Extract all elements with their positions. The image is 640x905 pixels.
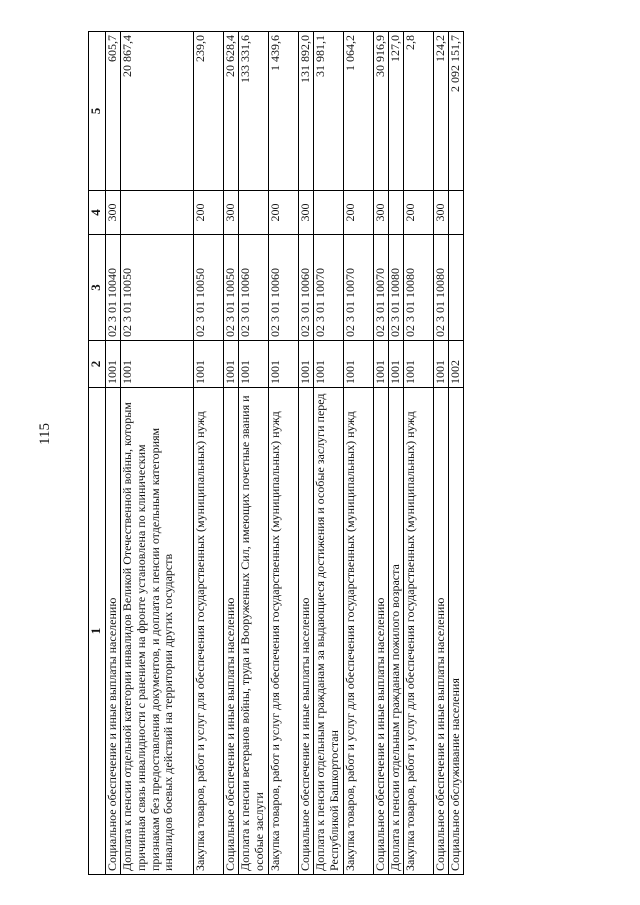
row-target-article: 02 3 01 10060 (239, 235, 269, 341)
row-section: 1001 (434, 341, 449, 388)
row-target-article: 02 3 01 10050 (224, 235, 239, 341)
row-target-article (449, 235, 464, 341)
row-name: Социальное обеспечение и иные выплаты населению (106, 388, 121, 875)
table-row (389, 32, 404, 875)
row-expense-type: 300 (224, 191, 239, 235)
row-target-article: 02 3 01 10060 (269, 235, 299, 341)
table-row (121, 32, 194, 875)
row-expense-type: 200 (269, 191, 299, 235)
row-name: Социальное обеспечение и иные выплаты населению (374, 388, 389, 875)
row-amount: 31 981,1 (314, 32, 344, 191)
row-name: Социальное обеспечение и иные выплаты населению (434, 388, 449, 875)
table-header-row (89, 32, 106, 875)
column-header-amount: 5 (89, 32, 106, 191)
row-name: Закупка товаров, работ и услуг для обеспечения государственных (муниципальных) нужд (194, 388, 224, 875)
table-row (434, 32, 449, 875)
row-expense-type: 200 (344, 191, 374, 235)
row-expense-type: 200 (194, 191, 224, 235)
table-row (404, 32, 434, 875)
row-name: Доплата к пенсии отдельным гражданам пожилого возраста (389, 388, 404, 875)
column-header-name: 1 (89, 388, 106, 875)
row-amount: 20 628,4 (224, 32, 239, 191)
column-header-section: 2 (89, 341, 106, 388)
row-amount: 127,0 (389, 32, 404, 191)
table-row (194, 32, 224, 875)
row-name: Социальное обеспечение и иные выплаты населению (224, 388, 239, 875)
row-amount: 239,0 (194, 32, 224, 191)
row-target-article: 02 3 01 10080 (434, 235, 449, 341)
row-expense-type (389, 191, 404, 235)
table-row (314, 32, 344, 875)
row-target-article: 02 3 01 10080 (404, 235, 434, 341)
row-target-article: 02 3 01 10080 (389, 235, 404, 341)
row-name: Закупка товаров, работ и услуг для обеспечения государственных (муниципальных) нужд (404, 388, 434, 875)
row-expense-type: 300 (434, 191, 449, 235)
row-amount: 1 064,2 (344, 32, 374, 191)
row-target-article: 02 3 01 10050 (194, 235, 224, 341)
row-expense-type: 300 (299, 191, 314, 235)
row-expense-type: 200 (404, 191, 434, 235)
row-expense-type (314, 191, 344, 235)
row-name: Доплата к пенсии отдельной категории инвалидов Великой Отечественной войны, которым причинная связь инвалидности с ранением на фронте установлена по клиническим признакам без предоставления документов, и доплата к пенсии отдельным категориям инвалидов боевых действий на территории других государств (121, 388, 194, 875)
row-target-article: 02 3 01 10070 (314, 235, 344, 341)
row-target-article: 02 3 01 10070 (344, 235, 374, 341)
row-amount: 133 331,6 (239, 32, 269, 191)
table-row (374, 32, 389, 875)
table-row (239, 32, 269, 875)
row-section: 1001 (344, 341, 374, 388)
row-section: 1001 (269, 341, 299, 388)
row-amount: 131 892,0 (299, 32, 314, 191)
row-amount: 20 867,4 (121, 32, 194, 191)
row-target-article: 02 3 01 10060 (299, 235, 314, 341)
row-section: 1001 (239, 341, 269, 388)
row-section: 1001 (121, 341, 194, 388)
row-name: Закупка товаров, работ и услуг для обеспечения государственных (муниципальных) нужд (344, 388, 374, 875)
row-section: 1001 (404, 341, 434, 388)
row-name: Закупка товаров, работ и услуг для обеспечения государственных (муниципальных) нужд (269, 388, 299, 875)
row-section: 1001 (106, 341, 121, 388)
rotated-page-content (88, 32, 544, 875)
table-row (299, 32, 314, 875)
row-amount: 30 916,9 (374, 32, 389, 191)
row-name: Социальное обслуживание населения (449, 388, 464, 875)
row-section: 1001 (314, 341, 344, 388)
row-amount: 124,2 (434, 32, 449, 191)
page-number: 115 (37, 423, 53, 445)
row-expense-type (449, 191, 464, 235)
row-name: Социальное обеспечение и иные выплаты населению (299, 388, 314, 875)
row-expense-type (239, 191, 269, 235)
row-amount: 605,7 (106, 32, 121, 191)
row-section: 1002 (449, 341, 464, 388)
table-row (106, 32, 121, 875)
row-target-article: 02 3 01 10040 (106, 235, 121, 341)
row-amount: 2,8 (404, 32, 434, 191)
row-name: Доплата к пенсии отдельным гражданам за выдающиеся достижения и особые заслуги перед Республикой Башкортостан (314, 388, 344, 875)
row-target-article: 02 3 01 10050 (121, 235, 194, 341)
row-expense-type: 300 (106, 191, 121, 235)
row-section: 1001 (299, 341, 314, 388)
row-amount: 1 439,6 (269, 32, 299, 191)
row-section: 1001 (224, 341, 239, 388)
row-section: 1001 (389, 341, 404, 388)
row-section: 1001 (374, 341, 389, 388)
table-row (224, 32, 239, 875)
budget-table (88, 31, 464, 875)
row-target-article: 02 3 01 10070 (374, 235, 389, 341)
row-name: Доплата к пенсии ветеранов войны, труда и Вооруженных Сил, имеющих почетные звания и особые заслуги (239, 388, 269, 875)
column-header-expense-type: 4 (89, 191, 106, 235)
row-amount: 2 092 151,7 (449, 32, 464, 191)
column-header-target-article: 3 (89, 235, 106, 341)
row-section: 1001 (194, 341, 224, 388)
row-expense-type: 300 (374, 191, 389, 235)
table-row (344, 32, 374, 875)
table-row (269, 32, 299, 875)
table-row (449, 32, 464, 875)
row-expense-type (121, 191, 194, 235)
